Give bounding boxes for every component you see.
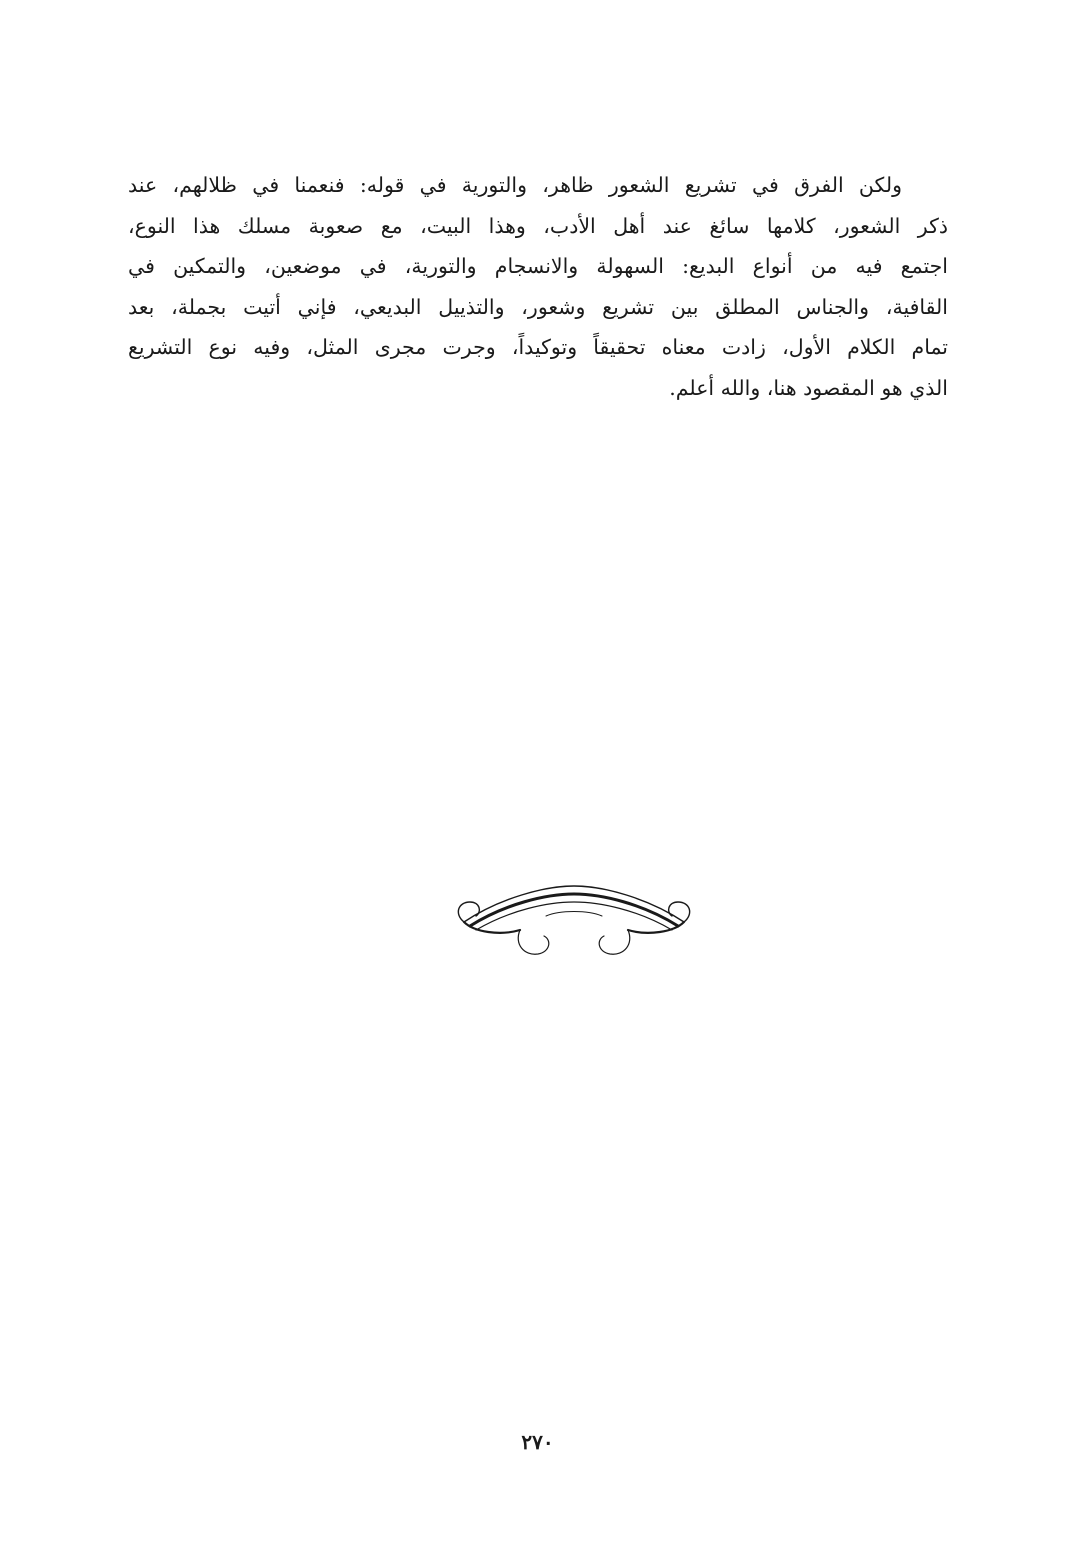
text-line: الذي هو المقصود هنا، والله أعلم.	[669, 375, 948, 400]
text-line: ولكن الفرق في تشريع الشعور ظاهر، والتورية في قوله: فنعمنا في ظلالهم، عند	[128, 173, 902, 197]
text-line: القافية، والجناس المطلق بين تشريع وشعور، والتذييل البديعي، فإني أتيت بجملة، بعد	[128, 294, 948, 319]
decorative-flourish-icon	[450, 880, 698, 962]
text-line: اجتمع فيه من أنواع البديع: السهولة والانسجام والتورية، في موضعين، والتمكين في	[128, 254, 948, 278]
text-line: ذكر الشعور، كلامها سائغ عند أهل الأدب، وهذا البيت، مع صعوبة مسلك هذا النوع،	[128, 213, 948, 238]
page-number: ٢٧٠	[521, 1430, 554, 1454]
body-paragraph	[128, 165, 948, 408]
text-line: تمام الكلام الأول، زادت معناه تحقيقاً وتوكيداً، وجرت مجرى المثل، وفيه نوع التشريع	[128, 335, 948, 359]
